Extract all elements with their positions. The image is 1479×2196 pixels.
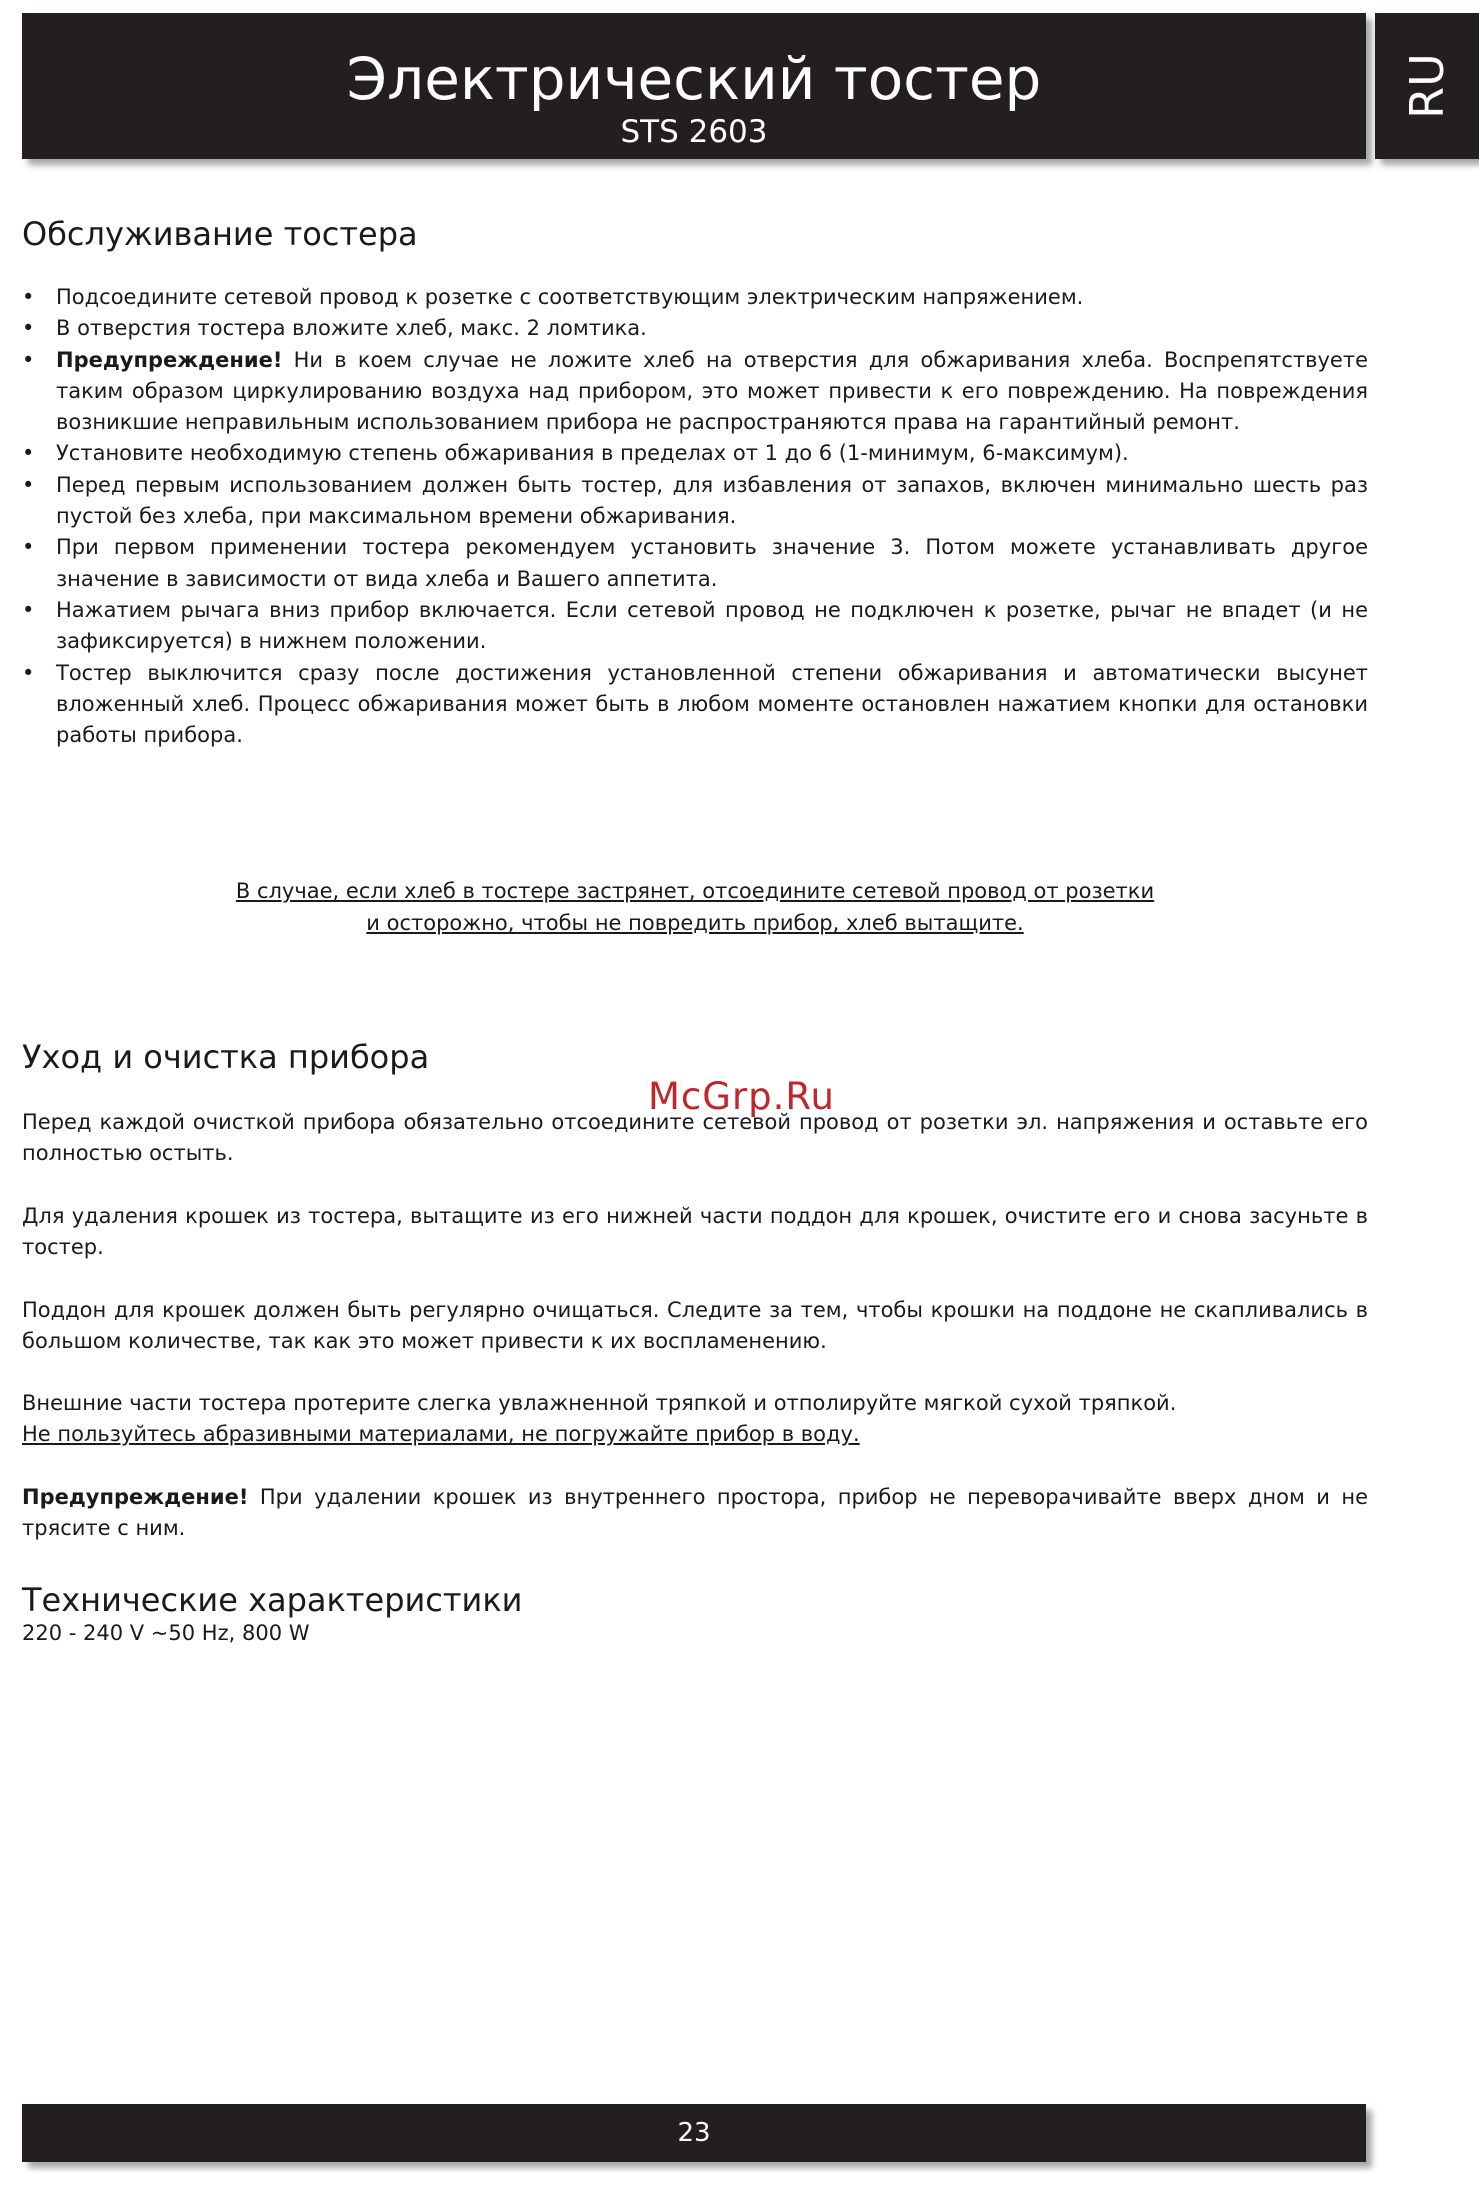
- list-item-text: Нажатием рычага вниз прибор включается. Если сетевой провод не подключен к розетке, рычаг не впадет (и не зафиксируется) в нижнем положении.: [56, 597, 1368, 654]
- model-number: STS 2603: [620, 114, 768, 150]
- list-item: [22, 595, 1368, 658]
- notice-line: и осторожно, чтобы не повредить прибор, хлеб вытащите.: [366, 911, 1024, 935]
- care-warning: [22, 1482, 1368, 1545]
- language-code: RU: [1400, 53, 1454, 119]
- header-bar: [22, 13, 1366, 159]
- section-heading-care: Уход и очистка прибора: [22, 1038, 430, 1076]
- notice-line: В случае, если хлеб в тостере застрянет, отсоедините сетевой провод от розетки: [235, 879, 1155, 903]
- list-item: [22, 313, 1368, 344]
- list-item-text: Перед первым использованием должен быть тостер, для избавления от запахов, включен минимально шесть раз пустой без хлеба, при максимальном времени обжаривания.: [56, 472, 1368, 529]
- footer-bar: [22, 2104, 1366, 2162]
- spec-value: 220 - 240 V ~50 Hz, 800 W: [22, 1621, 310, 1645]
- list-item: [22, 658, 1368, 752]
- list-item: [22, 438, 1368, 469]
- list-item-text: Ни в коем случае не ложите хлеб на отверстия для обжаривания хлеба. Воспрепятствуете таким образом циркулированию воздуха над прибором, это может привести к его повреждению. На повреждения возникшие неправильным использованием прибора не распространяются права на гарантийный ремонт.: [56, 347, 1368, 435]
- warning-label: Предупреждение!: [56, 347, 283, 372]
- care-caution: Не пользуйтесь абразивными материалами, не погружайте прибор в воду.: [22, 1422, 860, 1447]
- list-item-text: В отверстия тостера вложите хлеб, макс. 2 ломтика.: [56, 316, 647, 341]
- jammed-bread-notice: [22, 875, 1368, 939]
- list-item-text: При первом применении тостера рекомендуем установить значение 3. Потом можете устанавливать другое значение в зависимости от вида хлеба и Вашего аппетита.: [56, 535, 1368, 591]
- page-number: 23: [677, 2118, 711, 2148]
- list-item: [22, 470, 1368, 533]
- list-item-text: Подсоедините сетевой провод к розетке с соответствующим электрическим напряжением.: [56, 285, 1084, 309]
- list-item-text: Установите необходимую степень обжаривания в пределах от 1 до 6 (1-минимум, 6-максимум).: [56, 441, 1129, 466]
- section-heading-specs: Технические характеристики: [22, 1581, 523, 1619]
- care-text: Внешние части тостера протерите слегка увлажненной тряпкой и отполируйте мягкой сухой тряпкой.: [22, 1391, 1177, 1415]
- list-item: [22, 532, 1368, 595]
- list-item: [22, 345, 1368, 439]
- care-paragraph: [22, 1388, 1368, 1451]
- section-heading-service: Обслуживание тостера: [22, 215, 418, 253]
- warning-text: При удалении крошек из внутреннего простора, прибор не переворачивайте вверх дном и не трясите с ним.: [22, 1485, 1368, 1541]
- care-paragraph: Поддон для крошек должен быть регулярно очищаться. Следите за тем, чтобы крошки на поддоне не скапливались в большом количестве, так как это может привести к их воспламенению.: [22, 1298, 1368, 1354]
- list-item: [22, 282, 1368, 313]
- watermark: McGrp.Ru: [648, 1075, 835, 1118]
- list-item-text: Тостер выключится сразу после достижения установленной степени обжаривания и автоматически высунет вложенный хлеб. Процесс обжаривания может быть в любом моменте остановлен нажатием кнопки для остановки работы прибора.: [56, 660, 1368, 748]
- care-paragraph: Для удаления крошек из тостера, вытащите из его нижней части поддон для крошек, очистите его и снова засуньте в тостер.: [22, 1204, 1368, 1260]
- warning-label: Предупреждение!: [22, 1485, 249, 1509]
- service-instructions-list: [22, 282, 1368, 751]
- language-tab: [1375, 13, 1479, 159]
- document-title: Электрический тостер: [346, 45, 1042, 113]
- care-paragraph: Перед каждой очисткой прибора обязательно отсоедините сетевой провод от розетки эл. напряжения и оставьте его полностью остыть.: [22, 1110, 1368, 1166]
